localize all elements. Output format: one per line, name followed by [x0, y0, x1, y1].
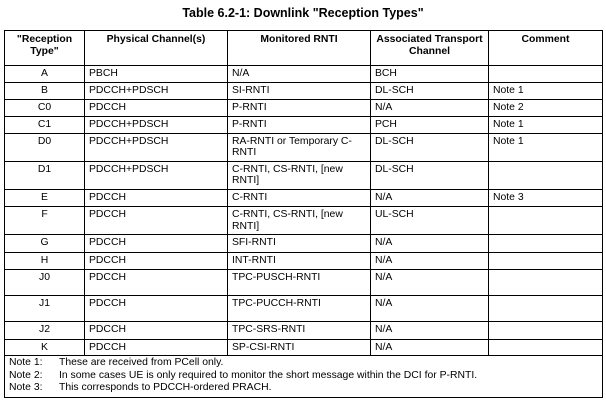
- cell-transport-channel: N/A: [371, 253, 489, 270]
- cell-physical-channel: PDCCH: [85, 235, 228, 253]
- cell-transport-channel: N/A: [371, 235, 489, 253]
- cell-reception-type: C0: [5, 99, 85, 116]
- table-row: [5, 321, 603, 339]
- cell-comment: Note 2: [489, 99, 603, 116]
- notes-cell: [5, 356, 603, 398]
- cell-monitored-rnti: SFI-RNTI: [228, 235, 371, 253]
- table-row: [5, 189, 603, 206]
- header-reception-type: "Reception Type": [5, 31, 85, 66]
- table-row: [5, 235, 603, 253]
- cell-reception-type: C1: [5, 116, 85, 133]
- cell-physical-channel: PDCCH: [85, 99, 228, 116]
- cell-comment: Note 1: [489, 116, 603, 133]
- cell-reception-type: A: [5, 66, 85, 83]
- table-row: [5, 295, 603, 321]
- cell-physical-channel: PDCCH: [85, 189, 228, 206]
- note-label: Note 1:: [9, 357, 43, 369]
- cell-comment: [489, 321, 603, 339]
- cell-reception-type: J0: [5, 269, 85, 295]
- cell-reception-type: J2: [5, 321, 85, 339]
- cell-reception-type: K: [5, 339, 85, 356]
- cell-transport-channel: DL-SCH: [371, 133, 489, 161]
- cell-physical-channel: PDCCH: [85, 295, 228, 321]
- table-row: [5, 82, 603, 99]
- cell-reception-type: G: [5, 235, 85, 253]
- cell-comment: [489, 235, 603, 253]
- note-text: This corresponds to PDCCH-ordered PRACH.: [59, 382, 272, 394]
- cell-reception-type: J1: [5, 295, 85, 321]
- cell-monitored-rnti: SP-CSI-RNTI: [228, 339, 371, 356]
- cell-physical-channel: PDCCH+PDSCH: [85, 161, 228, 189]
- cell-reception-type: E: [5, 189, 85, 206]
- cell-transport-channel: DL-SCH: [371, 161, 489, 189]
- cell-transport-channel: N/A: [371, 99, 489, 116]
- cell-reception-type: H: [5, 253, 85, 270]
- cell-comment: [489, 206, 603, 234]
- cell-physical-channel: PDCCH: [85, 253, 228, 270]
- cell-physical-channel: PBCH: [85, 66, 228, 83]
- cell-transport-channel: N/A: [371, 295, 489, 321]
- cell-monitored-rnti: P-RNTI: [228, 99, 371, 116]
- cell-reception-type: F: [5, 206, 85, 234]
- cell-monitored-rnti: TPC-PUCCH-RNTI: [228, 295, 371, 321]
- cell-comment: Note 3: [489, 189, 603, 206]
- note-label: Note 2:: [9, 369, 43, 381]
- table-title: Table 6.2-1: Downlink "Reception Types": [182, 6, 424, 20]
- cell-monitored-rnti: C-RNTI, CS-RNTI, [new RNTI]: [228, 206, 371, 234]
- table-row: [5, 99, 603, 116]
- reception-types-table: [4, 30, 603, 398]
- table-row: [5, 161, 603, 189]
- table-row: [5, 206, 603, 234]
- header-physical-channels: Physical Channel(s): [85, 31, 228, 66]
- cell-transport-channel: DL-SCH: [371, 82, 489, 99]
- cell-monitored-rnti: RA-RNTI or Temporary C-RNTI: [228, 133, 371, 161]
- note-text: In some cases UE is only required to monitor the short message within the DCI for P-RNTI.: [59, 369, 478, 381]
- cell-reception-type: B: [5, 82, 85, 99]
- cell-transport-channel: UL-SCH: [371, 206, 489, 234]
- cell-monitored-rnti: P-RNTI: [228, 116, 371, 133]
- cell-monitored-rnti: C-RNTI, CS-RNTI, [new RNTI]: [228, 161, 371, 189]
- cell-comment: [489, 269, 603, 295]
- cell-physical-channel: PDCCH+PDSCH: [85, 133, 228, 161]
- header-row: [5, 31, 603, 66]
- cell-physical-channel: PDCCH+PDSCH: [85, 116, 228, 133]
- table-row: [5, 253, 603, 270]
- cell-transport-channel: N/A: [371, 321, 489, 339]
- header-monitored-rnti: Monitored RNTI: [228, 31, 371, 66]
- cell-comment: Note 1: [489, 82, 603, 99]
- table-row: [5, 339, 603, 356]
- cell-comment: [489, 339, 603, 356]
- note-line: [9, 370, 598, 383]
- cell-physical-channel: PDCCH: [85, 321, 228, 339]
- cell-transport-channel: BCH: [371, 66, 489, 83]
- cell-comment: [489, 161, 603, 189]
- cell-physical-channel: PDCCH: [85, 206, 228, 234]
- cell-comment: Note 1: [489, 133, 603, 161]
- table-row: [5, 116, 603, 133]
- cell-monitored-rnti: SI-RNTI: [228, 82, 371, 99]
- note-line: [9, 357, 598, 370]
- table-row: [5, 66, 603, 83]
- cell-comment: [489, 66, 603, 83]
- table-row: [5, 133, 603, 161]
- note-line: [9, 382, 598, 395]
- notes-row: [5, 356, 603, 398]
- cell-physical-channel: PDCCH+PDSCH: [85, 82, 228, 99]
- cell-monitored-rnti: C-RNTI: [228, 189, 371, 206]
- cell-physical-channel: PDCCH: [85, 269, 228, 295]
- cell-transport-channel: N/A: [371, 339, 489, 356]
- cell-monitored-rnti: INT-RNTI: [228, 253, 371, 270]
- cell-transport-channel: PCH: [371, 116, 489, 133]
- header-transport-channel: Associated Transport Channel: [371, 31, 489, 66]
- header-comment: Comment: [489, 31, 603, 66]
- note-text: These are received from PCell only.: [59, 357, 224, 369]
- cell-comment: [489, 253, 603, 270]
- cell-transport-channel: N/A: [371, 269, 489, 295]
- cell-monitored-rnti: TPC-PUSCH-RNTI: [228, 269, 371, 295]
- cell-physical-channel: PDCCH: [85, 339, 228, 356]
- note-label: Note 3:: [9, 382, 43, 394]
- table-row: [5, 269, 603, 295]
- cell-reception-type: D0: [5, 133, 85, 161]
- cell-monitored-rnti: TPC-SRS-RNTI: [228, 321, 371, 339]
- cell-comment: [489, 295, 603, 321]
- cell-reception-type: D1: [5, 161, 85, 189]
- cell-transport-channel: N/A: [371, 189, 489, 206]
- cell-monitored-rnti: N/A: [228, 66, 371, 83]
